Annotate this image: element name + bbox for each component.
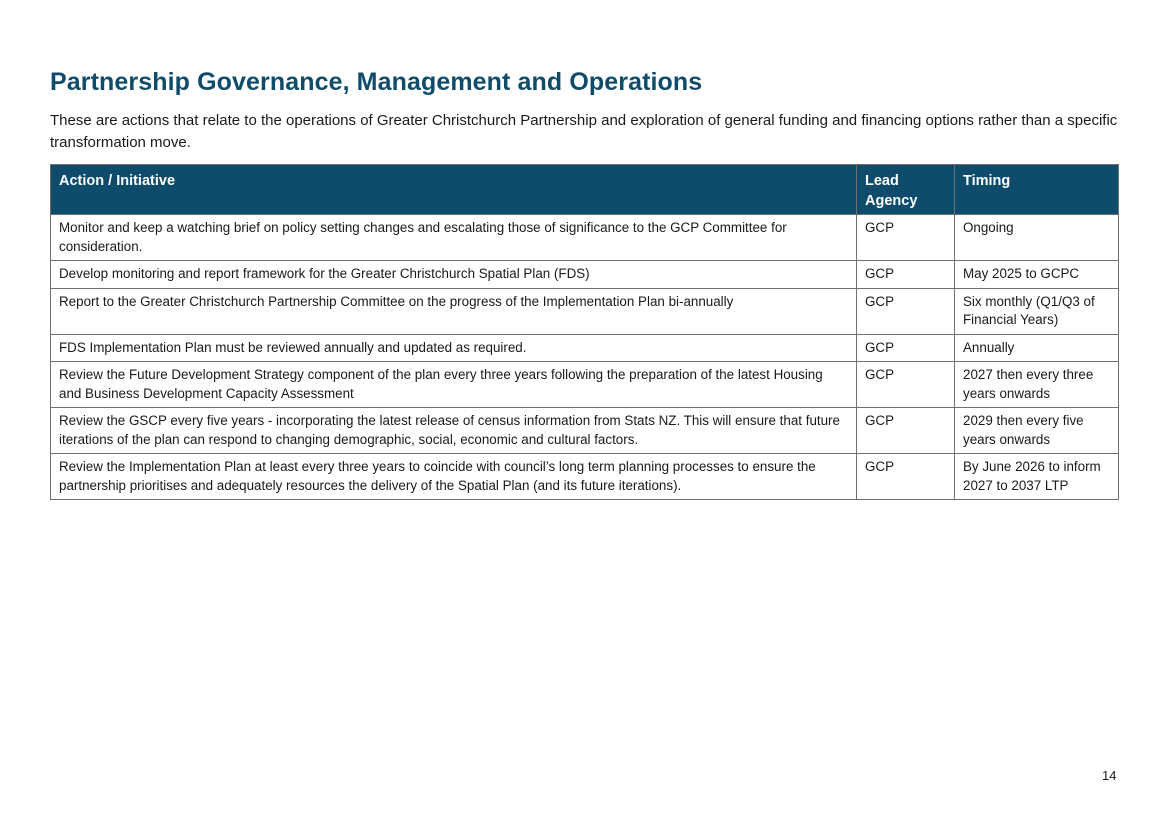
timing-cell: Ongoing bbox=[955, 215, 1119, 261]
lead-agency-cell: GCP bbox=[857, 362, 955, 408]
action-cell: Review the Implementation Plan at least every three years to coincide with council’s long term planning processes to ensure the partnership prioritises and adequately resources the delivery of the Spatial Plan (and its future iterations). bbox=[51, 454, 857, 500]
table-row bbox=[51, 408, 1119, 454]
action-cell: Monitor and keep a watching brief on policy setting changes and escalating those of significance to the GCP Committee for consideration. bbox=[51, 215, 857, 261]
table-row bbox=[51, 362, 1119, 408]
action-cell: Report to the Greater Christchurch Partnership Committee on the progress of the Implementation Plan bi-annually bbox=[51, 288, 857, 334]
lead-agency-cell: GCP bbox=[857, 261, 955, 289]
actions-table bbox=[50, 164, 1119, 500]
lead-agency-cell: GCP bbox=[857, 334, 955, 362]
lead-agency-cell: GCP bbox=[857, 288, 955, 334]
page-number: 14 bbox=[1102, 768, 1117, 783]
lead-agency-cell: GCP bbox=[857, 215, 955, 261]
page-title: Partnership Governance, Management and Operations bbox=[50, 68, 703, 96]
table-row bbox=[51, 334, 1119, 362]
column-header-action: Action / Initiative bbox=[51, 165, 857, 215]
timing-cell: Annually bbox=[955, 334, 1119, 362]
action-cell: FDS Implementation Plan must be reviewed annually and updated as required. bbox=[51, 334, 857, 362]
lead-agency-cell: GCP bbox=[857, 408, 955, 454]
table-row bbox=[51, 215, 1119, 261]
table-row bbox=[51, 261, 1119, 289]
column-header-timing: Timing bbox=[955, 165, 1119, 215]
action-cell: Review the GSCP every five years - incorporating the latest release of census information from Stats NZ. This will ensure that future iterations of the plan can respond to changing demographic, social, economic and cultural factors. bbox=[51, 408, 857, 454]
table-header-row bbox=[51, 165, 1119, 215]
timing-cell: May 2025 to GCPC bbox=[955, 261, 1119, 289]
timing-cell: Six monthly (Q1/Q3 of Financial Years) bbox=[955, 288, 1119, 334]
column-header-lead-agency: Lead Agency bbox=[857, 165, 955, 215]
action-cell: Review the Future Development Strategy component of the plan every three years following the preparation of the latest Housing and Business Development Capacity Assessment bbox=[51, 362, 857, 408]
intro-paragraph: These are actions that relate to the operations of Greater Christchurch Partnership and exploration of general funding and financing options rather than a specific transformation move. bbox=[50, 112, 1118, 151]
timing-cell: By June 2026 to inform 2027 to 2037 LTP bbox=[955, 454, 1119, 500]
timing-cell: 2029 then every five years onwards bbox=[955, 408, 1119, 454]
table-row bbox=[51, 288, 1119, 334]
table-row bbox=[51, 454, 1119, 500]
lead-agency-cell: GCP bbox=[857, 454, 955, 500]
timing-cell: 2027 then every three years onwards bbox=[955, 362, 1119, 408]
action-cell: Develop monitoring and report framework for the Greater Christchurch Spatial Plan (FDS) bbox=[51, 261, 857, 289]
